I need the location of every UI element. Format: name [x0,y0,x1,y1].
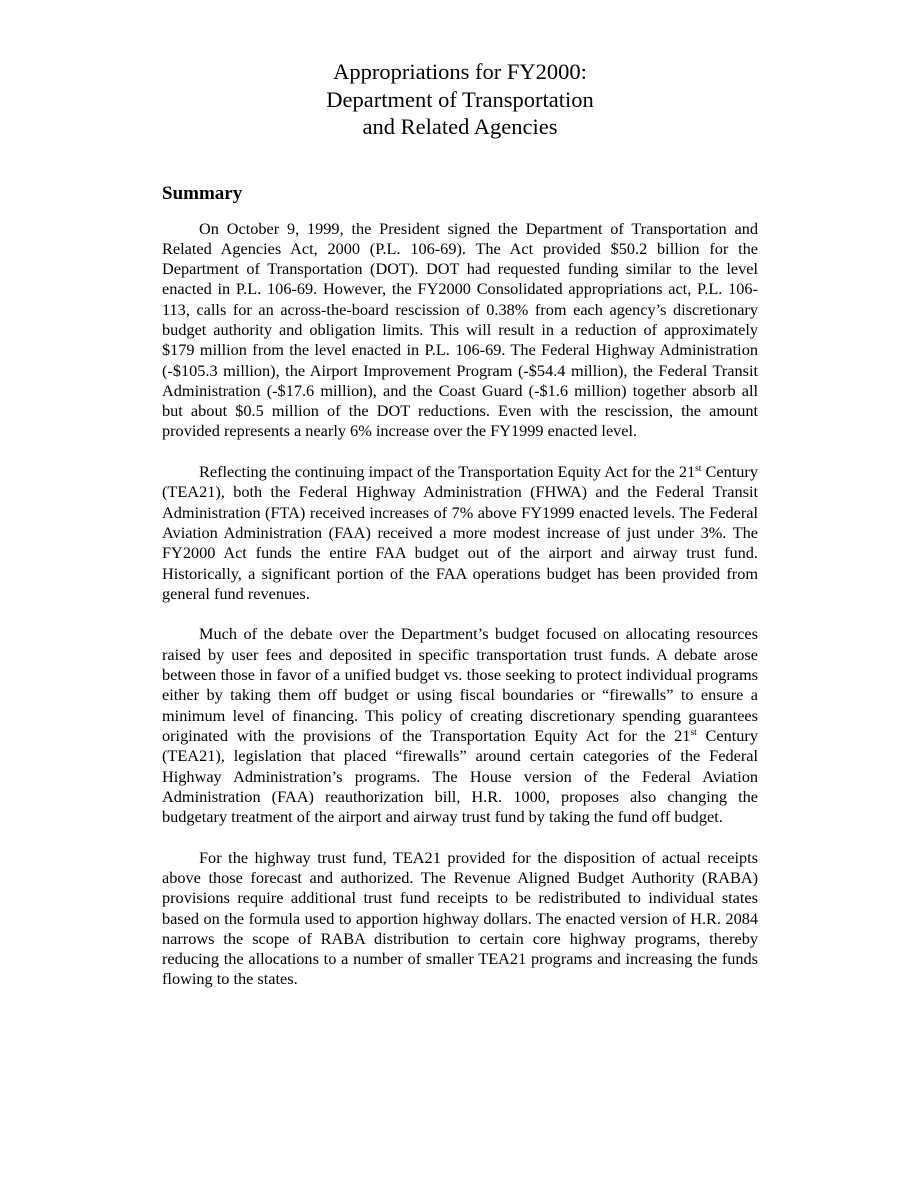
paragraph-3-text-a: Much of the debate over the Department’s budget focused on allocating resources raised by user fees and deposited in specific transportation trust funds. A debate arose between those in favor of a unified budget vs. those seeking to protect individual programs either by taking them off budget or using fiscal boundaries or “firewalls” to ensure a minimum level of financing. This policy of creating discretionary spending guarantees originated with the provisions of the Transportation Equity Act for the 21 [162,624,758,745]
paragraph-3-superscript: st [690,727,697,738]
title-line-1: Appropriations for FY2000: [333,59,587,84]
summary-paragraph-3 [162,624,758,827]
document-page [162,0,758,990]
paragraph-3-text-b: Century (TEA21), legislation that placed “firewalls” around certain categories of the Federal Highway Administration’s programs. The House version of the Federal Aviation Administration (FAA) reauthorization bill, H.R. 1000, proposes also changing the budgetary treatment of the airport and airway trust fund by taking the fund off budget. [162,725,758,827]
title-line-2: Department of Transportation [326,86,594,112]
summary-paragraph-1: On October 9, 1999, the President signed the Department of Transportation and Related Agencies Act, 2000 (P.L. 106-69). The Act provided $50.2 billion for the Department of Transportation (DOT). DOT had requested funding similar to the level enacted in P.L. 106-69. However, the FY2000 Consolidated appropriations act, P.L. 106-113, calls for an across-the-board rescission of 0.38% from each agency’s discretionary budget authority and obligation limits. This will result in a reduction of approximately $179 million from the level enacted in P.L. 106-69. The Federal Highway Administration (-$105.3 million), the Airport Improvement Program (-$54.4 million), the Federal Transit Administration (-$17.6 million), and the Coast Guard (-$1.6 million) together absorb all but about $0.5 million of the DOT reductions. Even with the rescission, the amount provided represents a nearly 6% increase over the FY1999 enacted level. [162,218,758,441]
summary-paragraph-4: For the highway trust fund, TEA21 provided for the disposition of actual receipts above those forecast and authorized. The Revenue Aligned Budget Authority (RABA) provisions require additional trust fund receipts to be redistributed to individual states based on the formula used to apportion highway dollars. The enacted version of H.R. 2084 narrows the scope of RABA distribution to certain core highway programs, thereby reducing the allocations to a number of smaller TEA21 programs and increasing the funds flowing to the states. [162,847,758,989]
paragraph-2-superscript: st [695,464,702,475]
paragraph-2-text-b: Century (TEA21), both the Federal Highway Administration (FHWA) and the Federal Transit Administration (FTA) received increases of 7% above FY1999 enacted levels. The Federal Aviation Administration (FAA) received a more modest increase of just under 3%. The FY2000 Act funds the entire FAA budget out of the airport and airway trust fund. Historically, a significant portion of the FAA operations budget has been provided from general fund revenues. [162,462,758,603]
summary-paragraph-2 [162,462,758,604]
document-title [162,58,758,141]
title-line-3: and Related Agencies [362,114,558,139]
summary-heading: Summary [162,182,243,204]
paragraph-2-text-a: Reflecting the continuing impact of the Transportation Equity Act for the 21 [199,462,696,482]
